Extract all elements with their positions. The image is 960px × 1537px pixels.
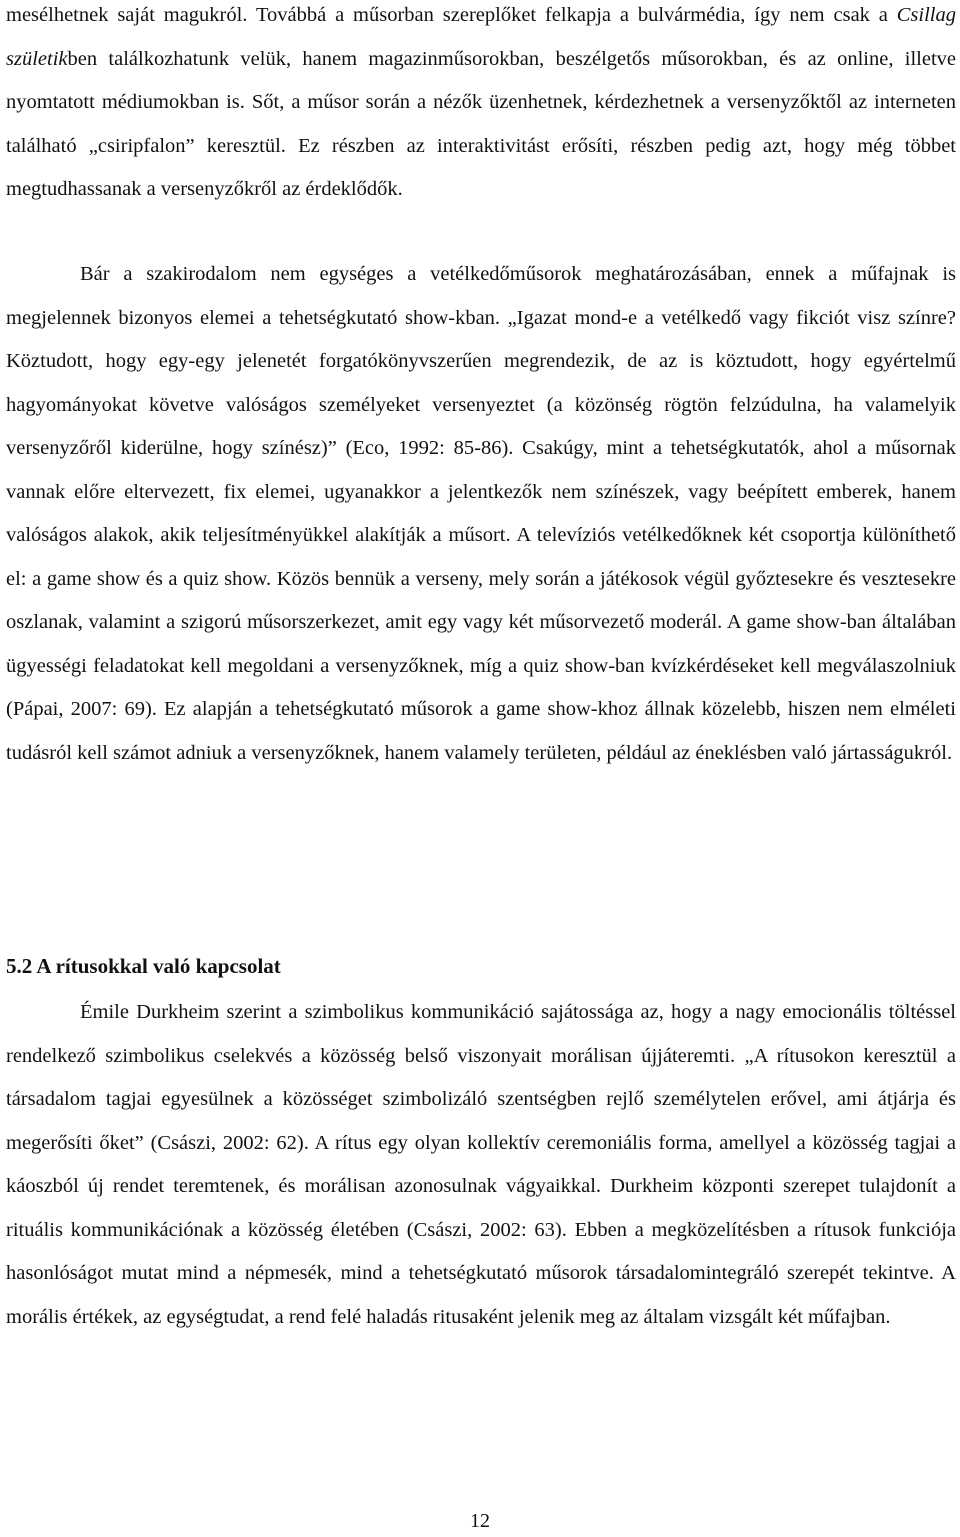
paragraph-2: Bár a szakirodalom nem egységes a vetélkedőműsorok meghatározásában, ennek a műfajnak is megjelennek bizonyos elemei a tehetségkutató show-kban. „Igazat mond-e a vetélkedő vagy fikciót visz színre? Köztudott, hogy egy-egy jelenetét forgatókönyvszerűen megrendezik, de az is köztudott, hogy egyértelmű hagyományokat követve valóságos személyeket versenyeztet (a közönség rögtön felzúdulna, ha valamelyik versenyzőről kiderülne, hogy színész)” (Eco, 1992: 85-86). Csakúgy, mint a tehetségkutatók, ahol a műsornak vannak előre eltervezett, fix elemei, ugyanakkor a jelentkezők nem színészek, vagy beépített emberek, hanem valóságos alakok, akik teljesítményükkel alakítják a műsort. A televíziós vetélkedőknek két csoportja különíthető el: a game show és a quiz show. Közös bennük a verseny, mely során a játékosok végül győztesekre és vesztesekre oszlanak, valamint a szigorú műsorszerkezet, amit egy vagy két műsorvezető moderál. A game show-ban általában ügyességi feladatokat kell megoldani a versenyzőknek, míg a quiz show-ban kvízkérdéseket kell megválaszolniuk (Pápai, 2007: 69). Ez alapján a tehetségkutató műsorok a game show-khoz állnak közelebb, hiszen nem elméleti tudásról kell számot adniuk a versenyzőknek, hanem valamely területen, például az éneklésben való jártasságukról. xyxy=(6,263,956,764)
paragraph-3: Émile Durkheim szerint a szimbolikus kommunikáció sajátossága az, hogy a nagy emocionális töltéssel rendelkező szimbolikus cselekvés a közösség belső viszonyait morálisan újjáteremti. „A rítusokon keresztül a társadalom tagjai egyesülnek a közösséget szimbolizáló szentségben rejlő személytelen erővel, ami átjárja és megerősíti őket” (Császi, 2002: 62). A rítus egy olyan kollektív ceremoniális forma, amellyel a közösség tagjai a káoszból új rendet teremtenek, és morálisan azonosulnak vágyaikkal. Durkheim központi szerepet tulajdonít a rituális kommunikációnak a közösség életében (Császi, 2002: 63). Ebben a megközelítésben a rítusok funkciója hasonlóságot mutat mind a népmesék, mind a tehetségkutató műsorok társadalomintegráló szerepét tekintve. A morális értékek, az egységtudat, a rend felé haladás ritusaként jelenik meg az általam vizsgált két műfajban. xyxy=(6,1001,956,1328)
paragraph-1-text-end: ben találkozhatunk velük, hanem magazinműsorokban, beszélgetős műsorokban, és az online, illetve nyomtatott médiumokban is. Sőt, a műsor során a nézők üzenhetnek, kérdezhetnek a versenyzőktől az interneten található „csiripfalon” keresztül. Ez részben az interaktivitást erősíti, részben pedig azt, hogy még többet megtudhassanak a versenyzőkről az érdeklődők. xyxy=(6,47,956,200)
section-heading: 5.2 A rítusokkal való kapcsolat xyxy=(6,954,281,978)
show-title-italic: Csillag születik xyxy=(6,4,956,70)
paragraph-block-2 xyxy=(6,253,956,775)
paragraph-1 xyxy=(6,0,956,212)
paragraph-1-text-start: mesélhetnek saját magukról. Továbbá a műsorban szereplőket felkapja a bulvármédia, így nem csak a xyxy=(6,4,897,26)
paragraph-block-3 xyxy=(6,991,956,1339)
paragraph-continuation xyxy=(6,0,956,212)
page-number: 12 xyxy=(470,1510,490,1532)
